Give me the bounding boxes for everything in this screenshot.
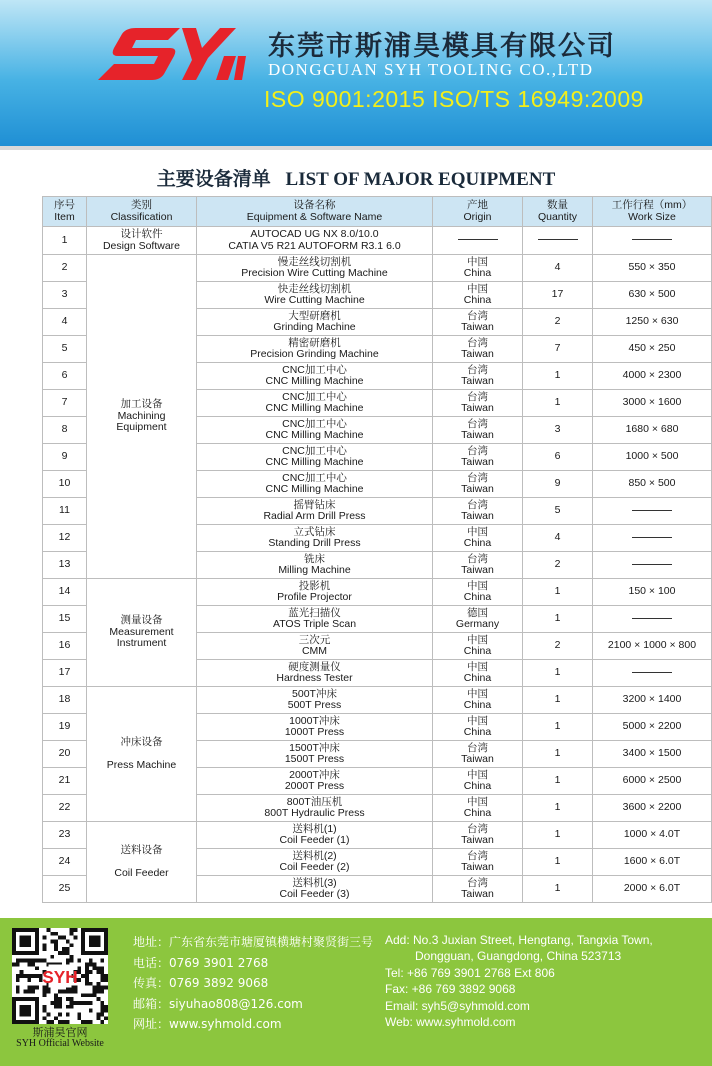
work-size-cell: 3400 × 1500 <box>593 741 712 768</box>
company-name-en: DONGGUAN SYH TOOLING CO.,LTD <box>268 60 594 79</box>
page-title-en: LIST OF MAJOR EQUIPMENT <box>285 169 556 190</box>
header-equipment: 设备名称 Equipment & Software Name <box>197 197 433 227</box>
equipment-cell: 投影机 Profile Projector <box>197 579 433 606</box>
equipment-cell: CNC加工中心 CNC Milling Machine <box>197 363 433 390</box>
contact-cn-phone: 电话：0769 3901 2768 <box>133 955 269 970</box>
table-row <box>43 255 712 282</box>
item-cell: 23 <box>43 822 87 849</box>
dash-placeholder <box>632 618 672 619</box>
quantity-cell: 17 <box>523 282 593 309</box>
equipment-cell: 摇臂钻床 Radial Arm Drill Press <box>197 498 433 525</box>
quantity-cell: 1 <box>523 768 593 795</box>
header-quantity: 数量 Quantity <box>523 197 593 227</box>
qr-code[interactable] <box>12 928 108 1024</box>
equipment-cell: 500T冲床 500T Press <box>197 687 433 714</box>
origin-cell: 中国 China <box>433 795 523 822</box>
dash-placeholder <box>458 239 498 240</box>
item-cell: 11 <box>43 498 87 525</box>
table-body <box>43 227 712 903</box>
origin-cell: 中国 China <box>433 525 523 552</box>
quantity-cell: 5 <box>523 498 593 525</box>
work-size-cell: 1600 × 6.0T <box>593 849 712 876</box>
equipment-cell: 800T油压机 800T Hydraulic Press <box>197 795 433 822</box>
work-size-cell: 1000 × 4.0T <box>593 822 712 849</box>
page-title-cn: 主要设备清单 <box>156 168 271 190</box>
work-size-cell: 3200 × 1400 <box>593 687 712 714</box>
work-size-cell: 5000 × 2200 <box>593 714 712 741</box>
item-cell: 15 <box>43 606 87 633</box>
dash-placeholder <box>632 239 672 240</box>
work-size-cell <box>593 525 712 552</box>
contact-cn-fax: 传真：0769 3892 9068 <box>133 976 269 990</box>
dash-placeholder <box>538 239 578 240</box>
item-cell: 22 <box>43 795 87 822</box>
qr-logo-text: SYH <box>42 966 78 987</box>
item-cell: 10 <box>43 471 87 498</box>
header-item: 序号 Item <box>43 197 87 227</box>
item-cell: 9 <box>43 444 87 471</box>
quantity-cell: 1 <box>523 363 593 390</box>
classification-cell: 加工设备 Machining Equipment <box>87 255 197 579</box>
item-cell: 14 <box>43 579 87 606</box>
quantity-cell: 1 <box>523 714 593 741</box>
item-cell: 19 <box>43 714 87 741</box>
quantity-cell: 1 <box>523 579 593 606</box>
equipment-cell: 铣床 Milling Machine <box>197 552 433 579</box>
item-cell: 8 <box>43 417 87 444</box>
contact-cn-website[interactable]: 网址：www.syhmold.com <box>133 1017 282 1031</box>
work-size-cell <box>593 227 712 255</box>
work-size-cell: 1680 × 680 <box>593 417 712 444</box>
qr-caption-cn: 斯浦昊官网 <box>32 1026 88 1039</box>
contact-en-address-2: Dongguan, Guangdong, China 523713 <box>415 949 622 964</box>
table-row <box>43 579 712 606</box>
table-row <box>43 822 712 849</box>
equipment-cell: CNC加工中心 CNC Milling Machine <box>197 471 433 498</box>
equipment-cell: 蓝光扫描仪 ATOS Triple Scan <box>197 606 433 633</box>
contact-en-phone: Tel: +86 769 3901 2768 Ext 806 <box>385 965 555 980</box>
equipment-cell: 慢走丝线切割机 Precision Wire Cutting Machine <box>197 255 433 282</box>
equipment-cell: CNC加工中心 CNC Milling Machine <box>197 417 433 444</box>
work-size-cell: 1250 × 630 <box>593 309 712 336</box>
work-size-cell: 2000 × 6.0T <box>593 876 712 903</box>
work-size-cell: 150 × 100 <box>593 579 712 606</box>
quantity-cell: 4 <box>523 255 593 282</box>
dash-placeholder <box>632 537 672 538</box>
work-size-cell: 2100 × 1000 × 800 <box>593 633 712 660</box>
equipment-cell: AUTOCAD UG NX 8.0/10.0 CATIA V5 R21 AUTOFORM R3.1 6.0 <box>197 227 433 255</box>
origin-cell: 台湾 Taiwan <box>433 822 523 849</box>
qr-caption-en: SYH Official Website <box>16 1038 104 1049</box>
quantity-cell: 1 <box>523 795 593 822</box>
item-cell: 3 <box>43 282 87 309</box>
work-size-cell: 3000 × 1600 <box>593 390 712 417</box>
quantity-cell: 7 <box>523 336 593 363</box>
origin-cell: 台湾 Taiwan <box>433 849 523 876</box>
classification-cell: 设计软件 Design Software <box>87 227 197 255</box>
equipment-cell: 三次元 CMM <box>197 633 433 660</box>
origin-cell: 台湾 Taiwan <box>433 363 523 390</box>
contact-cn-email[interactable]: 邮箱：siyuhao808@126.com <box>133 996 303 1011</box>
table-header-row <box>43 197 712 227</box>
equipment-cell: 快走丝线切割机 Wire Cutting Machine <box>197 282 433 309</box>
item-cell: 16 <box>43 633 87 660</box>
quantity-cell: 1 <box>523 390 593 417</box>
quantity-cell: 1 <box>523 606 593 633</box>
origin-cell: 台湾 Taiwan <box>433 471 523 498</box>
work-size-cell <box>593 606 712 633</box>
work-size-cell: 1000 × 500 <box>593 444 712 471</box>
work-size-cell: 3600 × 2200 <box>593 795 712 822</box>
header-work-size: 工作行程（mm） Work Size <box>593 197 712 227</box>
classification-cell: 送料设备 Coil Feeder <box>87 822 197 903</box>
dash-placeholder <box>632 672 672 673</box>
item-cell: 24 <box>43 849 87 876</box>
header-origin: 产地 Origin <box>433 197 523 227</box>
origin-cell: 台湾 Taiwan <box>433 336 523 363</box>
table-row <box>43 687 712 714</box>
equipment-cell: 精密研磨机 Precision Grinding Machine <box>197 336 433 363</box>
header-banner <box>0 0 712 146</box>
header-divider <box>0 146 712 150</box>
origin-cell: 台湾 Taiwan <box>433 741 523 768</box>
item-cell: 2 <box>43 255 87 282</box>
origin-cell: 台湾 Taiwan <box>433 309 523 336</box>
equipment-table <box>42 196 712 903</box>
page-title <box>0 164 712 191</box>
work-size-cell: 630 × 500 <box>593 282 712 309</box>
equipment-cell: CNC加工中心 CNC Milling Machine <box>197 444 433 471</box>
item-cell: 13 <box>43 552 87 579</box>
contact-en-email[interactable]: Email: syh5@syhmold.com <box>385 998 530 1013</box>
origin-cell: 台湾 Taiwan <box>433 390 523 417</box>
quantity-cell: 6 <box>523 444 593 471</box>
item-cell: 12 <box>43 525 87 552</box>
contact-en-fax: Fax: +86 769 3892 9068 <box>385 982 516 997</box>
origin-cell: 台湾 Taiwan <box>433 498 523 525</box>
item-cell: 25 <box>43 876 87 903</box>
origin-cell: 台湾 Taiwan <box>433 417 523 444</box>
quantity-cell: 1 <box>523 849 593 876</box>
work-size-cell <box>593 660 712 687</box>
quantity-cell: 1 <box>523 876 593 903</box>
contact-en-address: Add: No.3 Juxian Street, Hengtang, Tangxia Town, <box>385 933 653 947</box>
equipment-cell: 送料机(2) Coil Feeder (2) <box>197 849 433 876</box>
item-cell: 17 <box>43 660 87 687</box>
equipment-cell: 硬度测量仪 Hardness Tester <box>197 660 433 687</box>
quantity-cell: 1 <box>523 822 593 849</box>
quantity-cell: 4 <box>523 525 593 552</box>
logo-text: SYH <box>171 92 180 97</box>
work-size-cell <box>593 552 712 579</box>
equipment-cell: 送料机(1) Coil Feeder (1) <box>197 822 433 849</box>
origin-cell: 中国 China <box>433 579 523 606</box>
contact-en <box>385 932 653 1030</box>
item-cell: 1 <box>43 227 87 255</box>
origin-cell: 中国 China <box>433 768 523 795</box>
origin-cell: 台湾 Taiwan <box>433 552 523 579</box>
item-cell: 5 <box>43 336 87 363</box>
quantity-cell: 1 <box>523 660 593 687</box>
origin-cell: 台湾 Taiwan <box>433 444 523 471</box>
company-name-cn: 东莞市斯浦昊模具有限公司 <box>268 31 616 62</box>
dash-placeholder <box>632 564 672 565</box>
table-row <box>43 227 712 255</box>
quantity-cell: 9 <box>523 471 593 498</box>
origin-cell: 中国 China <box>433 687 523 714</box>
item-cell: 7 <box>43 390 87 417</box>
quantity-cell: 3 <box>523 417 593 444</box>
origin-cell: 中国 China <box>433 255 523 282</box>
origin-cell: 中国 China <box>433 714 523 741</box>
item-cell: 21 <box>43 768 87 795</box>
contact-en-website[interactable]: Web: www.syhmold.com <box>385 1015 516 1030</box>
work-size-cell: 6000 × 2500 <box>593 768 712 795</box>
quantity-cell: 2 <box>523 633 593 660</box>
equipment-cell: CNC加工中心 CNC Milling Machine <box>197 390 433 417</box>
classification-cell: 测量设备 Measurement Instrument <box>87 579 197 687</box>
quantity-cell: 1 <box>523 741 593 768</box>
equipment-cell: 1000T冲床 1000T Press <box>197 714 433 741</box>
item-cell: 6 <box>43 363 87 390</box>
origin-cell <box>433 227 523 255</box>
contact-cn <box>133 932 373 1035</box>
origin-cell: 中国 China <box>433 633 523 660</box>
work-size-cell: 550 × 350 <box>593 255 712 282</box>
header-classification: 类别 Classification <box>87 197 197 227</box>
syh-logo <box>96 22 246 100</box>
work-size-cell: 4000 × 2300 <box>593 363 712 390</box>
equipment-cell: 送料机(3) Coil Feeder (3) <box>197 876 433 903</box>
origin-cell: 台湾 Taiwan <box>433 876 523 903</box>
iso-certifications: ISO 9001:2015 ISO/TS 16949:2009 <box>264 86 644 112</box>
equipment-cell: 大型研磨机 Grinding Machine <box>197 309 433 336</box>
work-size-cell: 850 × 500 <box>593 471 712 498</box>
item-cell: 18 <box>43 687 87 714</box>
work-size-cell <box>593 498 712 525</box>
item-cell: 4 <box>43 309 87 336</box>
quantity-cell: 2 <box>523 552 593 579</box>
origin-cell: 中国 China <box>433 282 523 309</box>
equipment-cell: 立式钻床 Standing Drill Press <box>197 525 433 552</box>
quantity-cell: 1 <box>523 687 593 714</box>
quantity-cell <box>523 227 593 255</box>
origin-cell: 中国 China <box>433 660 523 687</box>
classification-cell: 冲床设备 Press Machine <box>87 687 197 822</box>
quantity-cell: 2 <box>523 309 593 336</box>
footer <box>0 918 712 1066</box>
equipment-cell: 2000T冲床 2000T Press <box>197 768 433 795</box>
work-size-cell: 450 × 250 <box>593 336 712 363</box>
item-cell: 20 <box>43 741 87 768</box>
dash-placeholder <box>632 510 672 511</box>
contact-cn-address: 地址：广东省东莞市塘厦镇横塘村聚贤街三号 <box>133 935 374 949</box>
equipment-cell: 1500T冲床 1500T Press <box>197 741 433 768</box>
origin-cell: 德国 Germany <box>433 606 523 633</box>
